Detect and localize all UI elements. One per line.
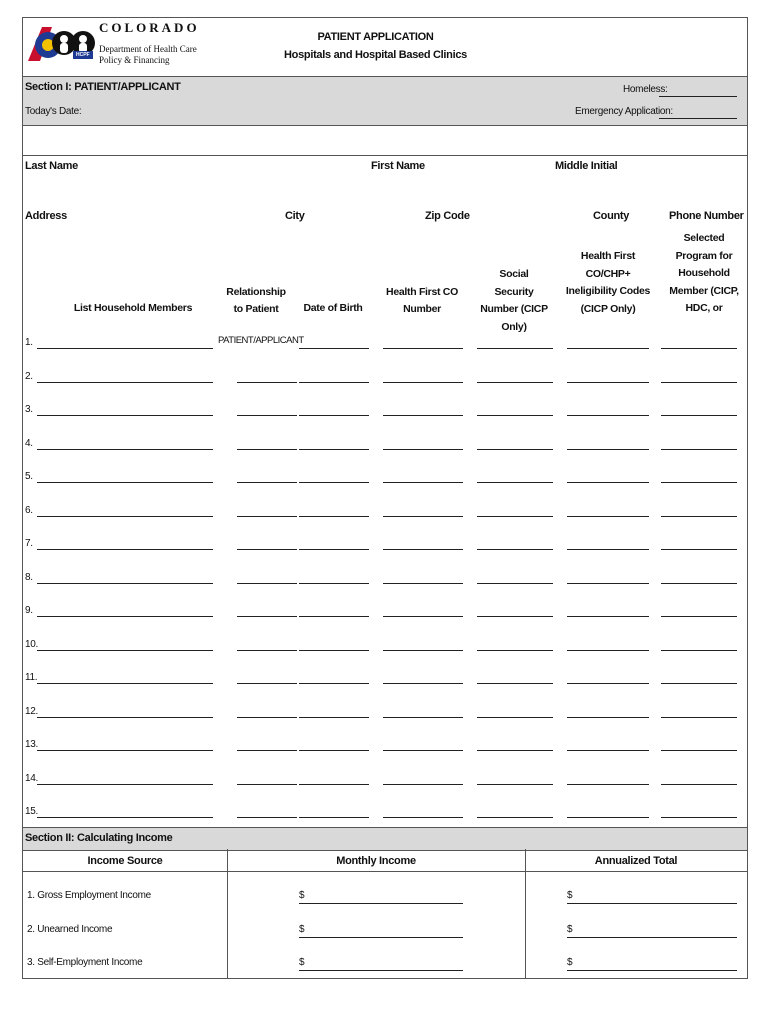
household-member-name-field[interactable] (37, 784, 213, 785)
household-row-number: 2. (25, 370, 33, 382)
application-form (22, 17, 748, 979)
monthly-currency-symbol: $ (299, 957, 305, 968)
program-field[interactable] (661, 616, 737, 617)
household-row-number: 1. (25, 337, 33, 348)
hfco-number-field[interactable] (383, 516, 463, 517)
relationship-field[interactable] (237, 650, 297, 651)
hfco-number-field[interactable] (383, 616, 463, 617)
hfco-number-field[interactable] (383, 683, 463, 684)
hfco-number-field[interactable] (383, 750, 463, 751)
logo-wordmark: COLORADO (99, 20, 200, 35)
household-member-name-field[interactable] (37, 382, 213, 383)
phone-label: Phone Number (669, 210, 744, 222)
ineligibility-code-field[interactable] (567, 784, 649, 785)
ineligibility-code-field[interactable] (567, 449, 649, 450)
dob-field[interactable] (299, 683, 369, 684)
col-relationship-header: Relationship to Patient (226, 286, 286, 315)
household-row-number: 14. (25, 772, 39, 784)
program-field[interactable] (661, 750, 737, 751)
ineligibility-code-field[interactable] (567, 683, 649, 684)
income-source-label: 2. Unearned Income (27, 923, 113, 935)
first-name-label: First Name (371, 160, 425, 172)
hfco-number-field[interactable] (383, 784, 463, 785)
income-col-divider-2 (525, 849, 526, 979)
ssn-field[interactable] (477, 348, 553, 349)
ineligibility-code-field[interactable] (567, 717, 649, 718)
dob-field[interactable] (299, 784, 369, 785)
hfco-number-field[interactable] (383, 415, 463, 416)
dob-field[interactable] (299, 750, 369, 751)
household-member-name-field[interactable] (37, 650, 213, 651)
col-dob-header: Date of Birth (303, 302, 363, 314)
ineligibility-code-field[interactable] (567, 415, 649, 416)
household-row-number: 5. (25, 471, 33, 482)
ssn-field[interactable] (477, 583, 553, 584)
homeless-field[interactable] (659, 96, 737, 97)
dob-field[interactable] (299, 449, 369, 450)
annualized-total-field[interactable] (567, 903, 737, 904)
income-source-header: Income Source (87, 855, 163, 867)
program-field[interactable] (661, 784, 737, 785)
city-label: City (285, 210, 305, 222)
relationship-field[interactable] (237, 583, 297, 584)
income-source-label: 3. Self-Employment Income (27, 957, 143, 968)
ineligibility-code-field[interactable] (567, 516, 649, 517)
emergency-label: Emergency Application: (575, 106, 673, 117)
dob-field[interactable] (299, 382, 369, 383)
household-member-name-field[interactable] (37, 549, 213, 550)
annualized-currency-symbol: $ (567, 890, 573, 901)
household-row-number: 12. (25, 705, 39, 717)
monthly-income-header: Monthly Income (336, 855, 416, 867)
relationship-field[interactable] (237, 717, 297, 718)
ssn-field[interactable] (477, 415, 553, 416)
household-row-number: 9. (25, 605, 33, 616)
annualized-total-header: Annualized Total (594, 855, 678, 867)
hfco-number-field[interactable] (383, 717, 463, 718)
logo-dept-line2: Policy & Financing (99, 55, 170, 65)
address-label: Address (25, 210, 67, 222)
program-field[interactable] (661, 717, 737, 718)
dob-field[interactable] (299, 817, 369, 818)
monthly-currency-symbol: $ (299, 890, 305, 901)
zip-label: Zip Code (425, 210, 470, 222)
divider (23, 155, 747, 156)
household-row-number: 3. (25, 404, 33, 415)
annualized-total-field[interactable] (567, 937, 737, 938)
dob-field[interactable] (299, 717, 369, 718)
dob-field[interactable] (299, 650, 369, 651)
hfco-number-field[interactable] (383, 449, 463, 450)
patient-applicant-relationship: PATIENT/APPLICANT (218, 335, 304, 346)
monthly-income-field[interactable] (299, 903, 463, 904)
form-subtitle: Hospitals and Hospital Based Clinics (284, 49, 467, 61)
last-name-label: Last Name (25, 160, 78, 172)
hfco-number-field[interactable] (383, 549, 463, 550)
household-row-number: 8. (25, 571, 33, 583)
household-row-number: 7. (25, 538, 33, 549)
todays-date-label: Today's Date: (25, 106, 82, 117)
household-member-name-field[interactable] (37, 348, 213, 349)
middle-initial-label: Middle Initial (555, 160, 618, 172)
col-members-header: List Household Members (73, 302, 193, 314)
program-field[interactable] (661, 482, 737, 483)
hfco-number-field[interactable] (383, 482, 463, 483)
ineligibility-code-field[interactable] (567, 382, 649, 383)
dob-field[interactable] (299, 348, 369, 349)
ssn-field[interactable] (477, 616, 553, 617)
ineligibility-code-field[interactable] (567, 583, 649, 584)
program-field[interactable] (661, 382, 737, 383)
homeless-label: Homeless: (623, 84, 668, 95)
relationship-field[interactable] (237, 750, 297, 751)
program-field[interactable] (661, 683, 737, 684)
program-field[interactable] (661, 348, 737, 349)
ssn-field[interactable] (477, 683, 553, 684)
relationship-field[interactable] (237, 549, 297, 550)
income-source-label: 1. Gross Employment Income (27, 890, 151, 901)
annualized-currency-symbol: $ (567, 957, 573, 968)
ineligibility-code-field[interactable] (567, 650, 649, 651)
relationship-field[interactable] (237, 482, 297, 483)
form-title: PATIENT APPLICATION (317, 31, 434, 43)
household-member-name-field[interactable] (37, 516, 213, 517)
ssn-field[interactable] (477, 817, 553, 818)
household-row-number: 15. (25, 806, 39, 817)
household-row-number: 11. (25, 672, 38, 683)
col-ssn-header: Social Security Number (CICP Only) (480, 268, 548, 333)
relationship-field[interactable] (237, 817, 297, 818)
dob-field[interactable] (299, 516, 369, 517)
ineligibility-code-field[interactable] (567, 348, 649, 349)
monthly-income-field[interactable] (299, 970, 463, 971)
relationship-field[interactable] (237, 516, 297, 517)
relationship-field[interactable] (237, 449, 297, 450)
income-header-divider (23, 871, 747, 872)
ineligibility-code-field[interactable] (567, 616, 649, 617)
relationship-field[interactable] (237, 784, 297, 785)
household-row-number: 10. (25, 638, 39, 650)
monthly-currency-symbol: $ (299, 923, 305, 935)
relationship-field[interactable] (237, 415, 297, 416)
household-member-name-field[interactable] (37, 482, 213, 483)
program-field[interactable] (661, 449, 737, 450)
program-field[interactable] (661, 583, 737, 584)
program-field[interactable] (661, 650, 737, 651)
ssn-field[interactable] (477, 650, 553, 651)
ssn-field[interactable] (477, 449, 553, 450)
dob-field[interactable] (299, 415, 369, 416)
county-label: County (593, 210, 630, 222)
household-member-name-field[interactable] (37, 616, 213, 617)
ssn-field[interactable] (477, 549, 553, 550)
relationship-field[interactable] (237, 382, 297, 383)
monthly-income-field[interactable] (299, 937, 463, 938)
program-field[interactable] (661, 549, 737, 550)
section2-heading: Section II: Calculating Income (25, 832, 173, 844)
ssn-field[interactable] (477, 482, 553, 483)
hfco-number-field[interactable] (383, 817, 463, 818)
program-field[interactable] (661, 516, 737, 517)
ssn-field[interactable] (477, 784, 553, 785)
household-row-number: 4. (25, 437, 33, 449)
program-field[interactable] (661, 415, 737, 416)
ineligibility-code-field[interactable] (567, 549, 649, 550)
hfco-number-field[interactable] (383, 382, 463, 383)
dob-field[interactable] (299, 616, 369, 617)
section1-heading: Section I: PATIENT/APPLICANT (25, 81, 181, 93)
col-program-header: Selected Program for Household Member (CICP, HDC, or (669, 232, 739, 314)
household-member-name-field[interactable] (37, 717, 213, 718)
household-member-name-field[interactable] (37, 683, 213, 684)
household-member-name-field[interactable] (37, 415, 213, 416)
ineligibility-code-field[interactable] (567, 750, 649, 751)
ssn-field[interactable] (477, 750, 553, 751)
col-hfco-header: Health First CO Number (386, 286, 458, 315)
relationship-field[interactable] (237, 683, 297, 684)
dob-field[interactable] (299, 583, 369, 584)
ssn-field[interactable] (477, 717, 553, 718)
relationship-field[interactable] (237, 616, 297, 617)
program-field[interactable] (661, 817, 737, 818)
logo-dept-line1: Department of Health Care (99, 44, 197, 54)
hfco-number-field[interactable] (383, 650, 463, 651)
hfco-number-field[interactable] (383, 348, 463, 349)
logo-badge: HCPF (76, 52, 90, 58)
annualized-total-field[interactable] (567, 970, 737, 971)
household-member-name-field[interactable] (37, 583, 213, 584)
household-member-name-field[interactable] (37, 817, 213, 818)
ineligibility-code-field[interactable] (567, 482, 649, 483)
household-member-name-field[interactable] (37, 750, 213, 751)
income-col-divider-1 (227, 849, 228, 979)
hfco-number-field[interactable] (383, 583, 463, 584)
colorado-logo-icon (26, 21, 98, 65)
ssn-field[interactable] (477, 516, 553, 517)
household-row-number: 6. (25, 504, 33, 516)
emergency-field[interactable] (659, 118, 737, 119)
dob-field[interactable] (299, 482, 369, 483)
annualized-currency-symbol: $ (567, 923, 573, 935)
col-inelig-header: Health First CO/CHP+ Ineligibility Codes (CICP Only) (565, 250, 651, 315)
ineligibility-code-field[interactable] (567, 817, 649, 818)
ssn-field[interactable] (477, 382, 553, 383)
household-member-name-field[interactable] (37, 449, 213, 450)
colorado-logo (26, 21, 98, 65)
dob-field[interactable] (299, 549, 369, 550)
household-row-number: 13. (25, 739, 39, 750)
